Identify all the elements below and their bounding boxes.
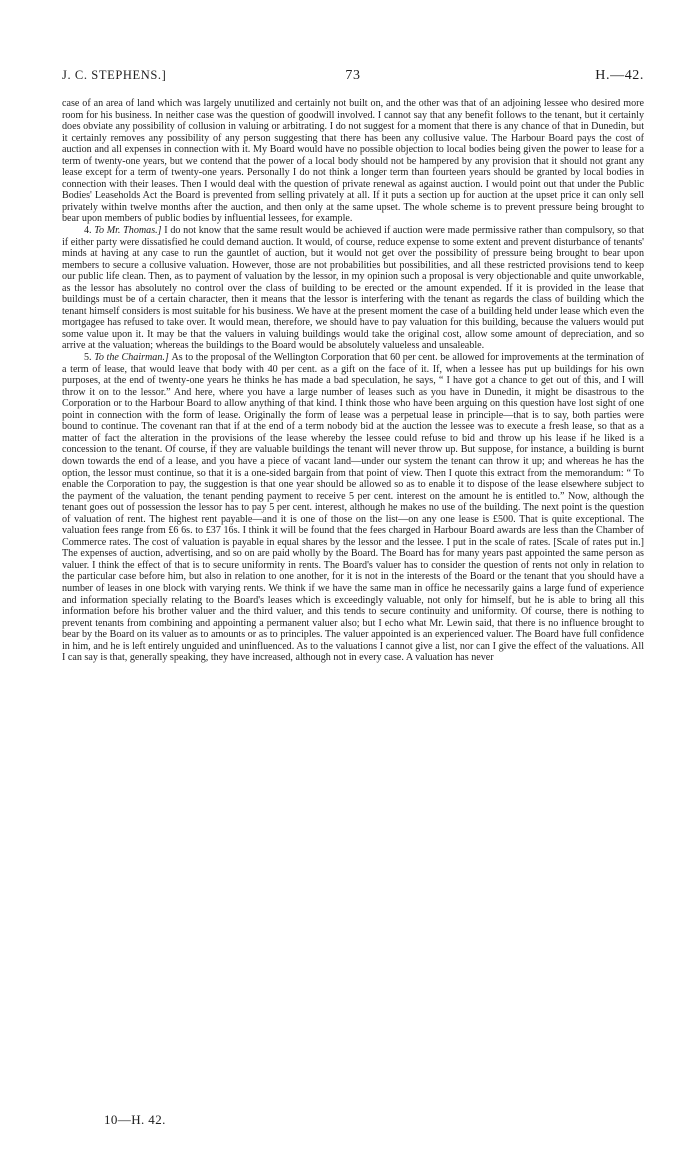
body-text (62, 98, 644, 664)
paragraph-text: I do not know that the same result would be achieved if auction were made permissive rather than compulsory, so that if either party were dissatisfied he could demand auction. It would, of course, reduce expense to some extent and prevent disturbance of tenants' minds at having at any case to run the gauntlet of auction, but it would not get over the possibility of pressure being brought to bear upon members to secure a collusive valuation. However, those are not probabilities but possibilities, and all these restricted provisions tend to keep our public life clean. Then, as to payment of valuation by the lessor, in my opinion such a proposal is very objectionable and quite unworkable, as the lessor has absolutely no control over the class of building to be erected or the amount expended. If it is provided in the lease that buildings must be of a certain character, then it means that the lessor is interfering with the tenant as regards the class of building which the tenant himself considers is most suitable for his business. We have at the present moment the case of a building held under lease which even the mortgagee has refused to take over. It would mean, therefore, we should have to pay valuation for this building, because the valuers would put some value upon it. It may be that the valuers in valuing buildings would take the original cost, allow some amount of depreciation, and so arrive at the valuation; whereas the buildings to the Board would be absolutely valueless and unsaleable. (62, 225, 645, 352)
signature-mark: 10—H. 42. (104, 1112, 166, 1127)
paragraph-number: 5. (84, 352, 95, 364)
paragraph-addressee: To Mr. Thomas.] (94, 225, 165, 237)
paragraph-text: case of an area of land which was largely unutilized and certainly not built on, and the other was that of an adjoining lessee who desired more room for his business. In neither case was the question of goodwill involved. I cannot say that any benefit follows to the tenant, but it certainly does obviate any possibility of collusion in valuing or arbitrating. I do not suggest for a moment that there is any chance of that in Dunedin, but it certainly removes any possibility of any person suggesting that there has been any collusive value. The Harbour Board pays the cost of auction and all expenses in connection with it. My Board would have no possible objection to local bodies being given the power to lease for a term of twenty-one years, but we contend that the power of a local body should not be hampered by any provision that it should not grant any lease except for a term of twenty-one years. Personally I do not think a longer term than fourteen years should be granted by local bodies in connection with their leases. Then I would deal with the question of private renewal as against auction. I would point out that under the Public Bodies' Leaseholds Act the Board is prevented from selling privately at all. If it puts a section up for auction at the upset price it can only sell privately within twelve months after the auction, and then only at the same upset. The whole scheme is to prevent pressure being brought to bear upon members of public bodies by influential lessees, for example. (62, 98, 644, 225)
witness-name: J. C. STEPHENS.] (62, 68, 167, 82)
paragraph-5 (62, 352, 644, 664)
paragraph-4 (62, 225, 644, 352)
paragraph-addressee: To the Chairman.] (94, 352, 172, 364)
paragraph-number: 4. (84, 225, 95, 237)
paper-reference: H.—42. (595, 68, 644, 83)
page-number: 73 (345, 68, 361, 83)
paragraph-text: As to the proposal of the Wellington Corporation that 60 per cent. be allowed for improvements at the termination of a term of lease, that would leave that body with 40 per cent. as a gift on the face of it. If, when a lessee has put up buildings for his own purposes, at the end of twenty-one years he thinks he has made a bad speculation, he says, “ I have got a chance to get out of this, and I will throw it on to the lessor.” And here, where you have a large number of leases such as you have in Dunedin, it might be disastrous to the Corporation or to the Harbour Board to allow anything of that kind. I think those who have been arguing on this question have lost sight of one point in connection with the form of lease. Originally the form of lease was a perpetual lease in principle—that is to say, both parties were bound to continue. The covenant ran that if at the end of a term nobody bid at the auction the lessee was to execute a fresh lease, so that as a matter of fact the alteration in the provisions of the lease whereby the lessee could refuse to bid and throw up his lease if he liked is a concession to the tenant. Of course, if they are valuable buildings the tenant will never throw up. But suppose, for instance, a building is burnt down towards the end of a lease, and you have a piece of vacant land—under our system the tenant can throw it up; and whereas he has the option, the lessor must continue, so that it is a one-sided bargain from that point of view. Then I quote this extract from the memorandum: “ To enable the Corporation to pay, the suggestion is that one year should be allowed so as to enable it to dispose of the lease elsewhere subject to the payment of the valuation, the tenant pending payment to receive 5 per cent. interest on the amount he is entitled to.” Now, although the tenant goes out of possession the lessor has to pay 5 per cent. interest, although he makes no use of the building. The next point is the question of valuation of rent. The highest rent payable—and it is one of those on the list—on any one lease is £500. That is quite exceptional. The valuation fees range from £6 6s. to £37 16s. I think it will be found that the fees charged in Harbour Board awards are less than the Chamber of Commerce rates. The cost of valuation is payable in equal shares by the lessor and the lessee. I put in the scale of rates. [Scale of rates put in.] The expenses of auction, advertising, and so on are paid wholly by the Board. The Board has for many years past appointed the same person as valuer. I think the effect of that is to secure uniformity in rents. The Board's valuer has to consider the question of rents not only in relation to the particular case before him, but also in relation to one another, for it is not in the interests of the Board or the tenant that you should have a number of leases in one block with varying rents. We think if we have the same man in office he necessarily gains a large fund of experience and information specially relating to the Board's leases which is exceedingly valuable, not only for himself, but he is able to bring all this information before his brother valuer and the third valuer, and this tends to secure continuity and uniformity. Of course, there is nothing to prevent tenants from combining and appointing a permanent valuer also; but I echo what Mr. Lewin said, that there is no influence brought to bear by the Board on its valuer as to amounts or as to principles. The valuer appointed is an experienced valuer. The Board have full confidence in him, and he is left entirely unguided and uninfluenced. As to the valuations I cannot give a list, nor can I give the effect of the valuations. All I can say is that, generally speaking, they have increased, although not in every case. A valuation has never (62, 352, 644, 664)
running-head (62, 68, 644, 84)
paragraph-continued (62, 98, 644, 225)
